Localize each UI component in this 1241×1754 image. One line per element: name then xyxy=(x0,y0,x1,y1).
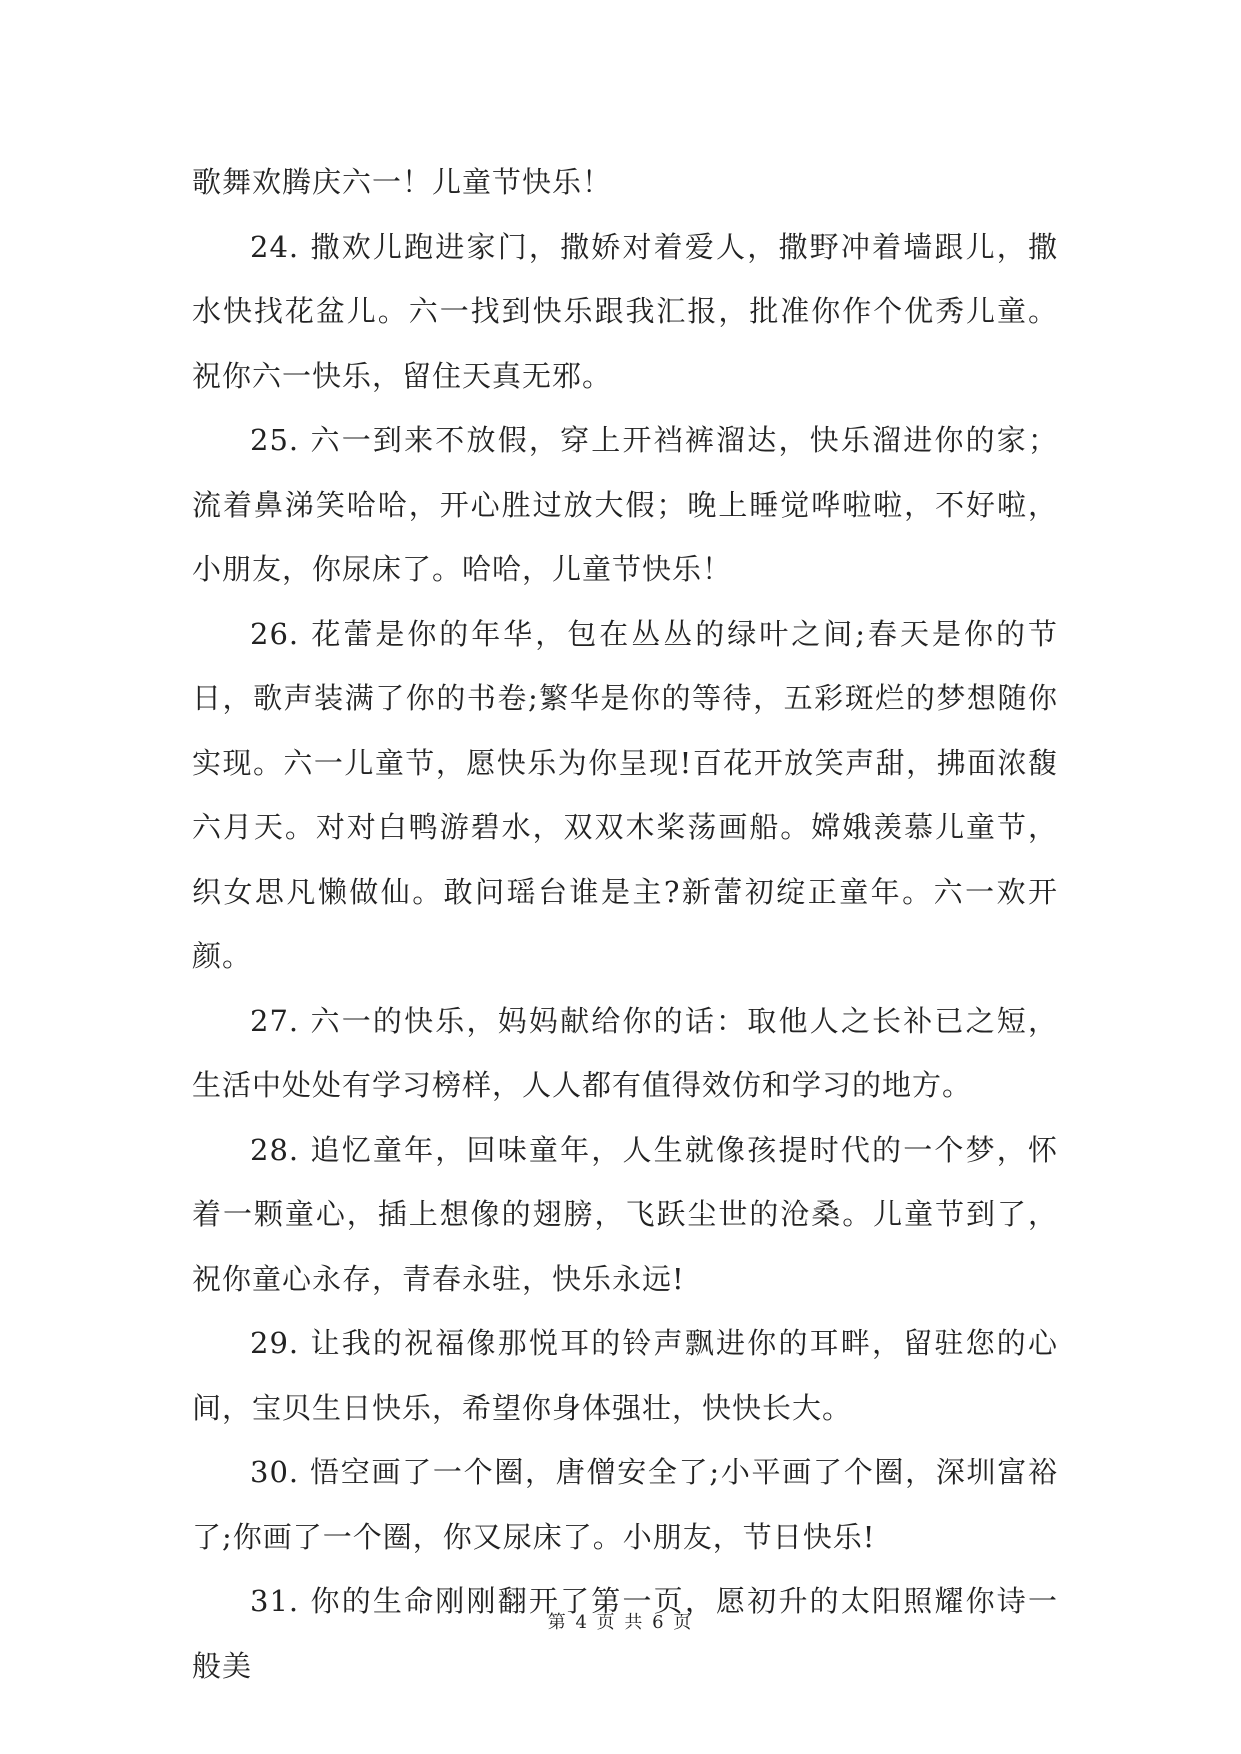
paragraph-27: 27. 六一的快乐，妈妈献给你的话：取他人之长补已之短，生活中处处有学习榜样，人人都有值得效仿和学习的地方。 xyxy=(192,1003,1058,1102)
paragraph-28: 28. 追忆童年，回味童年，人生就像孩提时代的一个梦，怀着一颗童心，插上想像的翅膀，飞跃尘世的沧桑。儿童节到了，祝你童心永存，青春永驻，快乐永远! xyxy=(192,1132,1058,1296)
paragraph-24: 24. 撒欢儿跑进家门，撒娇对着爱人，撒野冲着墙跟儿，撒水快找花盆儿。六一找到快乐跟我汇报，批准你作个优秀儿童。祝你六一快乐，留住天真无邪。 xyxy=(192,229,1058,393)
page-number: 第 4 页 共 6 页 xyxy=(547,1612,694,1633)
paragraph-26: 26. 花蕾是你的年华，包在丛丛的绿叶之间;春天是你的节日，歌声装满了你的书卷;繁华是你的等待，五彩斑烂的梦想随你实现。六一儿童节，愿快乐为你呈现!百花开放笑声甜，拂面浓馥六月天。对对白鸭游碧水，双双木桨荡画船。嫦娥羡慕儿童节，织女思凡懒做仙。敢问瑶台谁是主?新蕾初绽正童年。六一欢开颜。 xyxy=(192,616,1058,973)
paragraph-31: 31. 你的生命刚刚翻开了第一页，愿初升的太阳照耀你诗一般美 xyxy=(192,1584,1058,1683)
paragraph-continuation: 歌舞欢腾庆六一！儿童节快乐！ xyxy=(192,165,613,199)
paragraph-30: 30. 悟空画了一个圈，唐僧安全了;小平画了个圈，深圳富裕了;你画了一个圈，你又尿床了。小朋友，节日快乐! xyxy=(192,1455,1058,1554)
paragraph-29: 29. 让我的祝福像那悦耳的铃声飘进你的耳畔，留驻您的心间，宝贝生日快乐，希望你身体强壮，快快长大。 xyxy=(192,1326,1058,1425)
paragraph-25: 25. 六一到来不放假，穿上开裆裤溜达，快乐溜进你的家；流着鼻涕笑哈哈，开心胜过放大假；晚上睡觉哗啦啦，不好啦，小朋友，你尿床了。哈哈，儿童节快乐！ xyxy=(192,423,1058,586)
document-body xyxy=(192,150,1058,1698)
